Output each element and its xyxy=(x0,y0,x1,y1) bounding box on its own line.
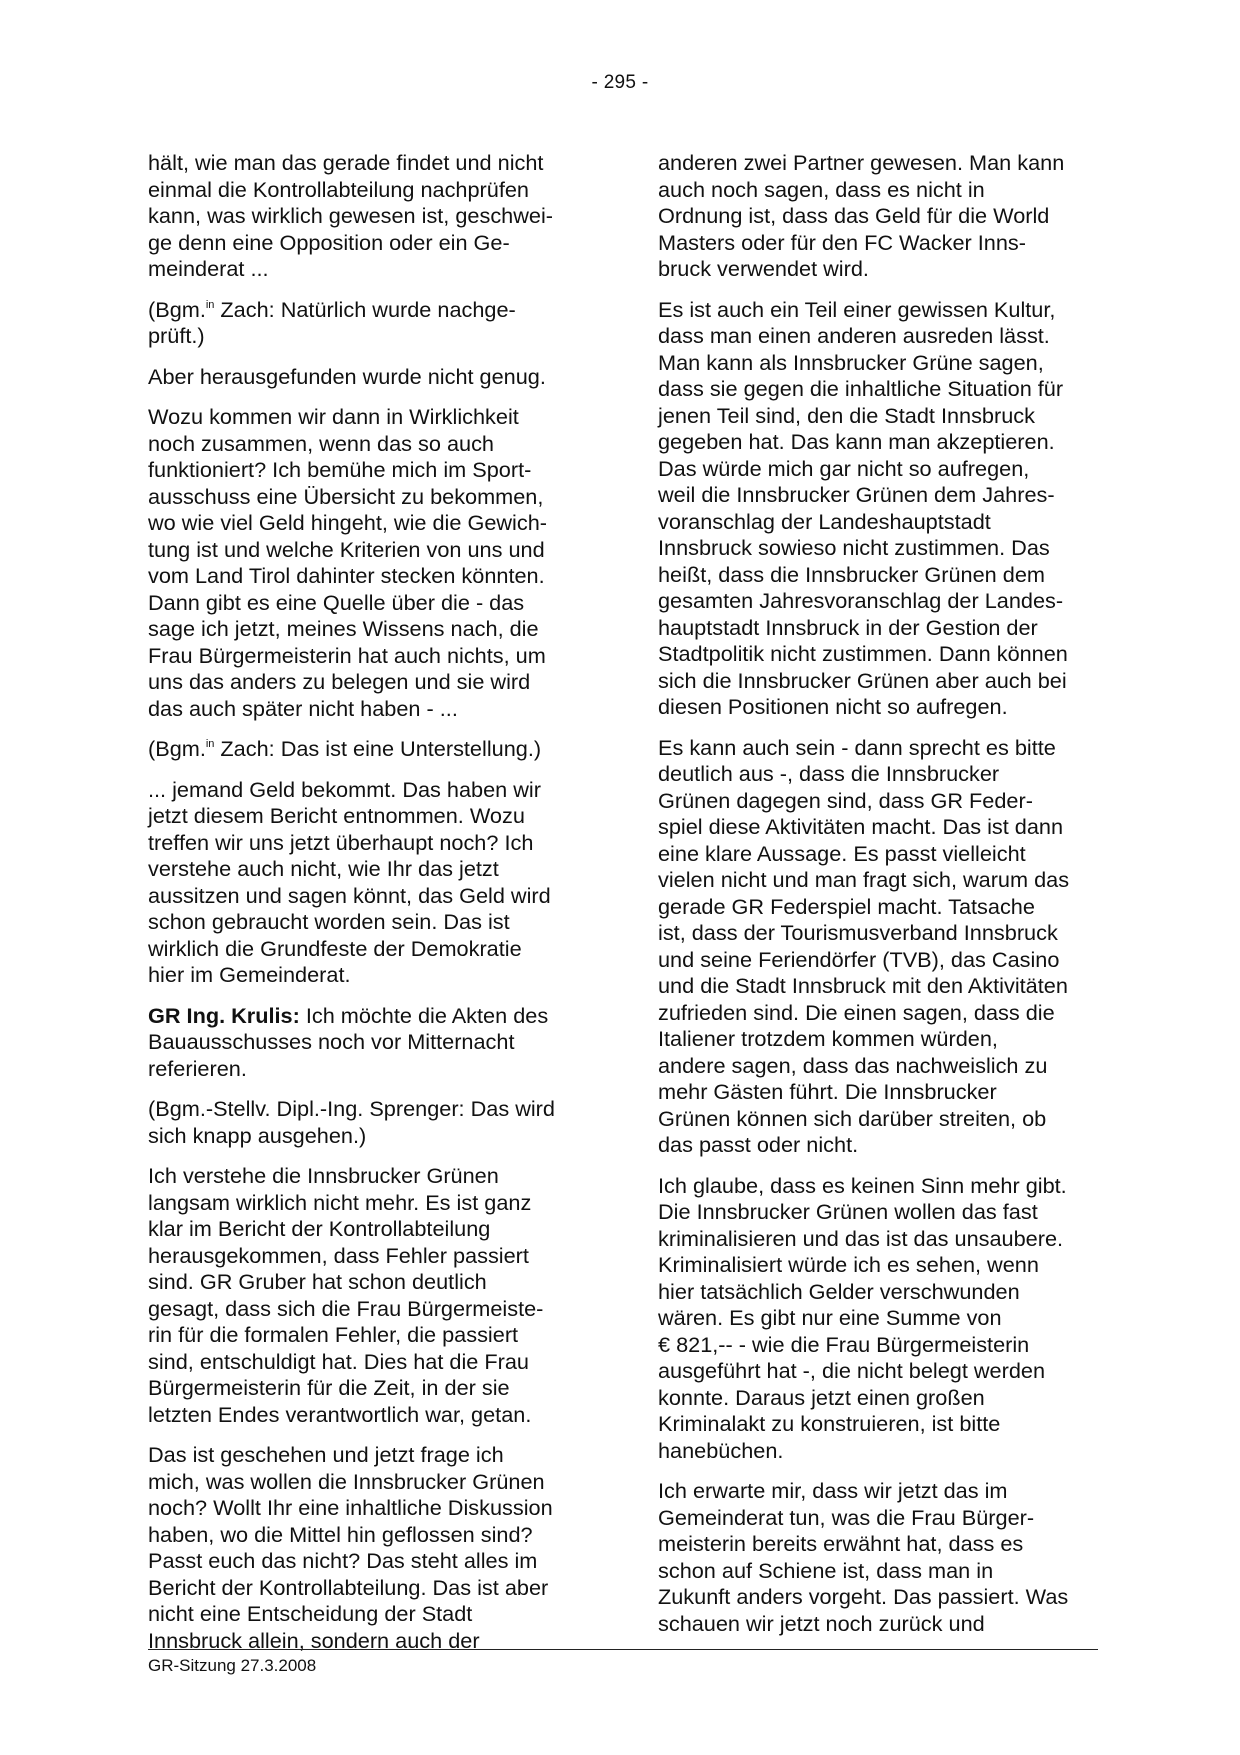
footer-divider xyxy=(148,1649,1098,1650)
paragraph: Ich glaube, dass es keinen Sinn mehr gibt. Die Innsbrucker Grünen wollen das fast kriminalisieren und das ist das unsaubere. Kriminalisiert würde ich es sehen, wenn hier tatsächlich Gelder verschwunden wären. Es gibt nur eine Summe von € 821,-- - wie die Frau Bürgermeisterin ausgeführt hat -, die nicht belegt werden konnte. Daraus jetzt einen großen Kriminalakt zu konstruieren, ist bitte hanebüchen. xyxy=(658,1172,1067,1463)
speaker-prefix: (Bgm. xyxy=(148,296,206,322)
paragraph: Wozu kommen wir dann in Wirklichkeit noch zusammen, wenn das so auch funktioniert? Ich bemühe mich im Sport- ausschuss eine Übersicht zu bekommen, wo wie viel Geld hingeht, wie die Gewich- tung ist und welche Kriterien von uns und vom Land Tirol dahinter stecken könnten. Dann gibt es eine Quelle über die - das sage ich jetzt, meines Wissens nach, die Frau Bürgermeisterin hat auch nichts, um uns das anders zu belegen und sie wird das auch später nicht haben - ... xyxy=(148,404,547,721)
page-number: - 295 - xyxy=(591,72,649,93)
interjection: (Bgm.-Stellv. Dipl.-Ing. Sprenger: Das wird sich knapp ausgehen.) xyxy=(148,1096,555,1148)
paragraph: Es ist auch ein Teil einer gewissen Kultur, dass man einen anderen ausreden lässt. Man kann als Innsbrucker Grüne sagen, dass sie gegen die inhaltliche Situation für jenen Teil sind, den die Stadt Innsbruck gegeben hat. Das kann man akzeptieren. Das würde mich gar nicht so aufregen, weil die Innsbrucker Grünen dem Jahres- voranschlag der Landeshauptstadt Innsbruck sowieso nicht zustimmen. Das heißt, dass die Innsbrucker Grünen dem gesamten Jahresvoranschlag der Landes- hauptstadt Innsbruck in der Gestion der Stadtpolitik nicht zustimmen. Dann können sich die Innsbrucker Grünen aber auch bei diesen Positionen nicht so aufregen. xyxy=(658,296,1068,719)
footer: GR-Sitzung 27.3.2008 xyxy=(148,1656,317,1675)
paragraph: Das ist geschehen und jetzt frage ich mich, was wollen die Innsbrucker Grünen noch? Wollt Ihr eine inhaltliche Diskussion haben, wo die Mittel hin geflossen sind? Passt euch das nicht? Das steht alles im Bericht der Kontrollabteilung. Das ist aber nicht eine Entscheidung der Stadt Innsbruck allein, sondern auch der xyxy=(148,1442,553,1653)
paragraph: anderen zwei Partner gewesen. Man kann auch noch sagen, dass es nicht in Ordnung ist, dass das Geld für die World Masters oder für den FC Wacker Inns- bruck verwendet wird. xyxy=(658,150,1065,281)
paragraph: Aber herausgefunden wurde nicht genug. xyxy=(148,363,546,389)
superscript: in xyxy=(205,298,215,311)
superscript: in xyxy=(205,738,215,750)
paragraph: Es kann auch sein - dann sprecht es bitte deutlich aus -, dass die Innsbrucker Grünen dagegen sind, dass GR Feder- spiel diese Aktivitäten macht. Das ist dann eine klare Aussage. Es passt vielleicht vielen nicht und man fragt sich, warum das gerade GR Federspiel macht. Tatsache ist, dass der Tourismusverband Innsbruck und seine Feriendörfer (TVB), das Casino und die Stadt Innsbruck mit den Aktivitäten zufrieden sind. Die einen sagen, dass die Italiener trotzdem kommen würden, andere sagen, dass das nachweislich zu mehr Gästen führt. Die Innsbrucker Grünen können sich darüber streiten, ob das passt oder nicht. xyxy=(658,734,1070,1157)
paragraph: hält, wie man das gerade findet und nicht einmal die Kontrollabteilung nachprüfen kann, was wirklich gewesen ist, geschwei- ge denn eine Opposition oder ein Ge- meinderat ... xyxy=(148,150,553,281)
speaker-prefix: (Bgm. xyxy=(148,736,206,761)
paragraph: Ich verstehe die Innsbrucker Grünen langsam wirklich nicht mehr. Es ist ganz klar im Bericht der Kontrollabteilung herausgekommen, dass Fehler passiert sind. GR Gruber hat schon deutlich gesagt, dass sich die Frau Bürgermeiste- rin für die formalen Fehler, die passiert sind, entschuldigt hat. Dies hat die Frau Bürgermeisterin für die Zeit, in der sie letzten Endes verantwortlich war, getan. xyxy=(148,1163,544,1427)
paragraph: Ich erwarte mir, dass wir jetzt das im Gemeinderat tun, was die Frau Bürger- meisterin bereits erwähnt hat, dass es schon auf Schiene ist, dass man in Zukunft anders vorgeht. Das passiert. Was schauen wir jetzt noch zurück und xyxy=(658,1478,1069,1636)
speaker-name: GR Ing. Krulis: xyxy=(148,1002,300,1028)
left-column xyxy=(148,150,588,1668)
right-column xyxy=(658,150,1098,1651)
speaker-paragraph xyxy=(148,1003,588,1083)
paragraph: ... jemand Geld bekommt. Das haben wir jetzt diesem Bericht entnommen. Wozu treffen wir uns jetzt überhaupt noch? Ich verstehe auch nicht, wie Ihr das jetzt aussitzen und sagen könnt, das Geld wird schon gebraucht worden sein. Das ist wirklich die Grundfeste der Demokratie hier im Gemeinderat. xyxy=(148,776,551,987)
interjection xyxy=(148,297,588,350)
interjection xyxy=(148,736,588,763)
interjection-text: Zach: Natürlich wurde nachge- prüft.) xyxy=(148,296,516,348)
interjection-text: Zach: Das ist eine Unterstellung.) xyxy=(214,736,542,761)
speaker-text: Ich möchte die Akten des Bauausschusses noch vor Mitternacht referieren. xyxy=(148,1002,549,1081)
